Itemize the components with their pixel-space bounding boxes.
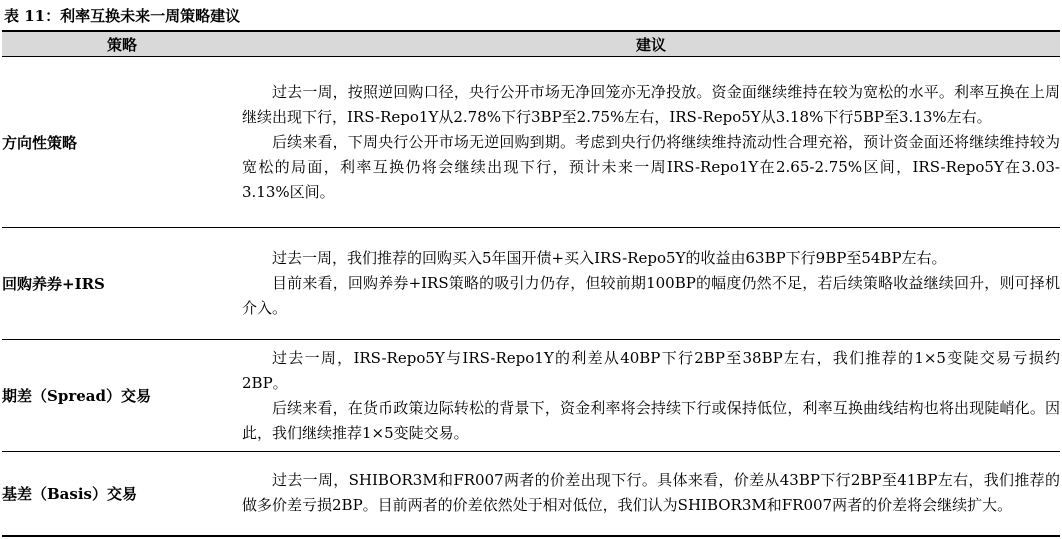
column-header-strategy: 策略 <box>2 31 242 57</box>
advice-cell <box>242 57 1060 228</box>
advice-paragraph: 过去一周，按照逆回购口径，央行公开市场无净回笼亦无净投放。资金面继续维持在较为宽松的水平。利率互换在上周继续出现下行，IRS-Repo1Y从2.78%下行3BP至2.75%左右，IRS-Repo5Y从3.18%下行5BP至3.13%左右。 <box>242 82 1060 126</box>
advice-cell <box>242 452 1060 536</box>
advice-cell <box>242 340 1060 452</box>
advice-cell <box>242 228 1060 340</box>
advice-paragraph: 过去一周，我们推荐的回购买入5年国开债+买入IRS-Repo5Y的收益由63BP下行9BP至54BP左右。 <box>272 249 947 267</box>
strategy-name: 方向性策略 <box>2 57 242 228</box>
strategy-name: 期差（Spread）交易 <box>2 340 242 452</box>
advice-paragraph: 后续来看，下周央行公开市场无逆回购到期。考虑到央行仍将继续维持流动性合理充裕，预计资金面还将继续维持较为宽松的局面，利率互换仍将会继续出现下行，预计未来一周IRS-Repo1Y在2.65-2.75%区间，IRS-Repo5Y在3.03-3.13%区间。 <box>242 132 1060 201</box>
table-row <box>2 228 1060 340</box>
table-row <box>2 452 1060 536</box>
column-header-advice: 建议 <box>242 31 1060 57</box>
table-row <box>2 340 1060 452</box>
advice-paragraph: 过去一周，IRS-Repo5Y与IRS-Repo1Y的利差从40BP下行2BP至38BP左右，我们推荐的1×5变陡交易亏损约2BP。 <box>242 348 1060 392</box>
strategy-name: 回购养券+IRS <box>2 228 242 340</box>
table-header-row <box>2 31 1060 57</box>
table-row <box>2 57 1060 228</box>
advice-paragraph: 目前来看，回购养券+IRS策略的吸引力仍存，但较前期100BP的幅度仍然不足，若后续策略收益继续回升，则可择机介入。 <box>242 274 1060 317</box>
strategy-table <box>2 30 1060 537</box>
table-title: 表 11：利率互换未来一周策略建议 <box>4 7 241 25</box>
strategy-name: 基差（Basis）交易 <box>2 452 242 536</box>
advice-paragraph: 过去一周，SHIBOR3M和FR007两者的价差出现下行。具体来看，价差从43BP下行2BP至41BP左右，我们推荐的做多价差亏损2BP。目前两者的价差依然处于相对低位，我们认为SHIBOR3M和FR007两者的价差将会继续扩大。 <box>242 471 1060 515</box>
advice-paragraph: 后续来看，在货币政策边际转松的背景下，资金利率将会持续下行或保持低位，利率互换曲线结构也将出现陡峭化。因此，我们继续推荐1×5变陡交易。 <box>242 398 1060 442</box>
